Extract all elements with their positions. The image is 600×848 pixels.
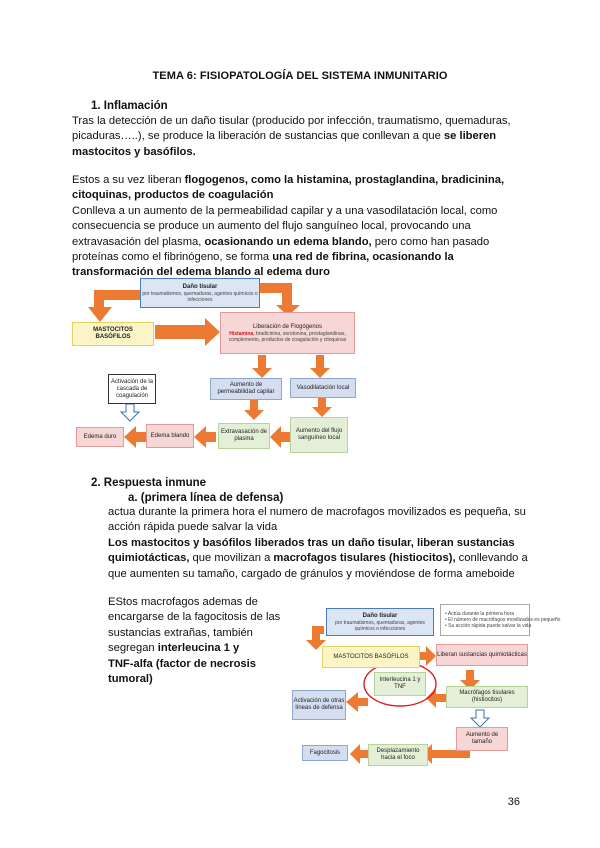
page-title: TEMA 6: FISIOPATOLOGÍA DEL SISTEMA INMUNITARIO (152, 70, 448, 82)
d2-sustancias-quimiotacticas: Liberan sustancias quimiotácticas (436, 644, 528, 666)
d1-liberacion: Liberación de Flogógenos Histamina, bradicinina, serotonina, prostaglandinas, complemento, productos de coagulación y citoquinas (220, 312, 355, 354)
arrow2-macro-aumento (471, 710, 489, 727)
section-2-subheading: a. (primera línea de defensa) (128, 492, 284, 504)
d2-notes-box: • Actúa durante la primera hora • El número de macrófagos movilizados es pequeño • Su acción rápida puede salvar la vida (440, 604, 530, 636)
arrow2-macro-il (426, 688, 446, 708)
d1-extravasacion: Extravasación de plasma (218, 423, 270, 449)
d1-permeabilidad: Aumento de permeabilidad capilar (210, 378, 282, 400)
d1-edema-blando: Edema blando (146, 424, 194, 448)
d2-mastocitos: MASTOCITOS BASÓFILOS (322, 646, 420, 668)
d1-mastocitos: MASTOCITOS BASÓFILOS (72, 322, 154, 346)
section-1-paragraph-1: Tras la detección de un daño tisular (producido por infección, traumatismo, quemaduras, picaduras…..), se produce la liberación de sustancias que conllevan a que se liberen mastocitos y basófilos. (72, 115, 511, 158)
page-number: 36 (507, 796, 520, 808)
arrow2-il-activ (346, 692, 368, 712)
d2-fagocitosis: Fagocitosis (302, 745, 348, 761)
section-2-heading: 2. Respuesta inmune (91, 477, 207, 489)
d2-interleucina: Interleucina 1 y TNF (374, 672, 426, 696)
d1-vasodilatacion: Vasodilatación local (290, 378, 356, 398)
d1-flujo-sanguineo: Aumento del flujo sanguíneo local (290, 417, 348, 453)
section-2-paragraph: actua durante la primera hora el numero de macrofagos movilizados es pequeña, su acción rápida puede salvar la vida Los mastocitos y basófilos liberados tras un daño tisular, liberan sustancias quimiotácticas, que movilizan a macrofagos tisulares (histiocitos), conllevando a que aumenten su tamaño, cargado de gránulos y moviéndose de forma ameboide (108, 506, 528, 580)
section-1-paragraph-2: Estos a su vez liberan flogogenos, como la histamina, prostaglandina, bradicinina, citoquinas, productos de coagulación Conlleva a un aumento de la permeabilidad capilar y a una vasodilatación local, como consecuencia se produce un aumento del flujo sanguíneo local, provocando una extravasación del plasma, ocasionando un edema blando, pero como han pasado proteínas como el fibrinógeno, se forma una red de fibrina, ocasionando la transformación del edema blando al edema duro (72, 174, 505, 279)
d1-edema-duro: Edema duro (76, 427, 124, 447)
d2-dano-tisular: Daño tisular por traumatismos, quemaduras, agentes químicos o infecciones (326, 608, 434, 636)
arrow2-masto-libera (420, 646, 436, 666)
d2-macrofagos: Macrófagos tisulares (histiocitos) (446, 686, 528, 708)
d2-desplazamiento: Desplazamiento hacia el foco (368, 744, 428, 766)
d2-activacion-defensa: Activación de otras líneas de defensa (292, 690, 346, 720)
arrow2-despl-fago (350, 744, 368, 764)
section-1-heading: 1. Inflamación (91, 100, 168, 112)
d1-dano-tisular: Daño tisular por traumatismos, quemaduras, agentes químicos o infecciones (140, 278, 260, 308)
section-2-side-text: EStos macrofagos ademas de encargarse de la fagocitosis de las sustancias extrañas, también segregan interleucina 1 y TNF-alfa (factor de necrosis tumoral) (108, 596, 281, 686)
d1-activacion-coagulacion: Activación de la cascada de coagulación (108, 374, 156, 404)
d2-aumento-tamano: Aumento de tamaño (456, 727, 508, 751)
